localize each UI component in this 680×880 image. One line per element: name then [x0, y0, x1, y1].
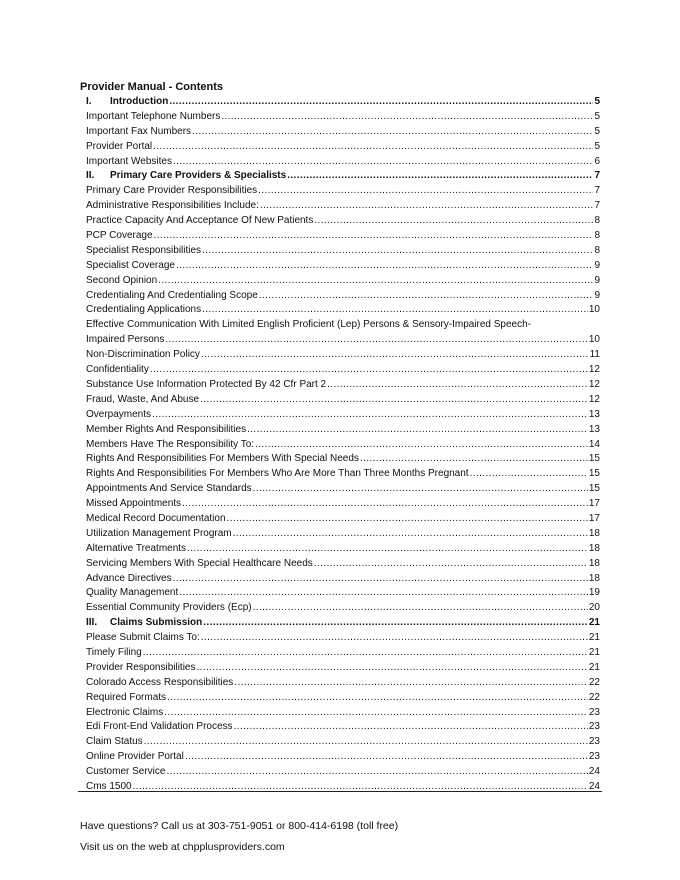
toc-entry[interactable]: [86, 378, 600, 393]
toc-entry[interactable]: [86, 750, 600, 765]
dot-leader: [133, 780, 588, 795]
toc-entry-title: [86, 125, 191, 140]
toc-entry-text: Online Provider Portal: [86, 751, 184, 763]
dot-leader: [314, 557, 588, 572]
toc-page-number: 24: [588, 766, 600, 778]
toc-entry-title: [86, 274, 157, 289]
toc-page-number: 22: [588, 676, 600, 688]
toc-entry[interactable]: [86, 423, 600, 438]
dot-leader: [327, 378, 588, 393]
toc-entry[interactable]: [86, 125, 600, 140]
toc-page-number: 22: [588, 691, 600, 703]
toc-entry-text: Fraud, Waste, And Abuse: [86, 393, 200, 405]
toc-entry-text: Substance Use Information Protected By 42 Cfr Part 2: [86, 378, 327, 390]
toc-entry-title: [86, 363, 149, 378]
toc-entry[interactable]: [86, 706, 600, 721]
toc-entry[interactable]: [86, 274, 600, 289]
toc-page-number: 14: [588, 438, 600, 450]
toc-entry-text: Rights And Responsibilities For Members Who Are More Than Three Months Pregnant: [86, 468, 469, 480]
dot-leader: [287, 169, 593, 184]
toc-entry-text: Important Websites: [86, 155, 172, 167]
toc-entry[interactable]: [86, 735, 600, 750]
toc-entry-text: Claim Status: [86, 736, 143, 748]
toc-page-number: 5: [594, 125, 600, 137]
dot-leader: [234, 676, 588, 691]
toc-entry[interactable]: [86, 720, 600, 735]
toc-entry-text: Credentialing And Credentialing Scope: [86, 289, 258, 301]
toc-entry-title: [86, 229, 153, 244]
toc-entry-title: [86, 735, 143, 750]
toc-page-number: 5: [594, 110, 600, 122]
toc-page-number: 13: [588, 423, 600, 435]
toc-entry-text: Appointments And Service Standards: [86, 483, 252, 495]
dot-leader: [154, 229, 594, 244]
toc-page-number: 18: [588, 572, 600, 584]
toc-page-number: 11: [589, 349, 600, 361]
toc-entry-title: [86, 378, 326, 393]
toc-entry-text: Medical Record Documentation: [86, 512, 226, 524]
toc-entry[interactable]: [86, 482, 600, 497]
footer-website: Visit us on the web at chpplusproviders.com: [80, 841, 285, 853]
toc-entry-title: [86, 438, 254, 453]
toc-entry[interactable]: [86, 393, 600, 408]
toc-page-number: 8: [594, 230, 600, 242]
dot-leader: [192, 125, 593, 140]
toc-page-number: 9: [594, 289, 600, 301]
toc-entry-title: [86, 601, 252, 616]
toc-entry-title: [86, 512, 226, 527]
toc-page-number: 18: [588, 557, 600, 569]
dot-leader: [150, 363, 588, 378]
toc-entry-title: [86, 348, 200, 363]
dot-leader: [247, 423, 588, 438]
toc-entry[interactable]: [86, 512, 600, 527]
toc-page-number: 21: [588, 661, 600, 673]
dot-leader: [227, 512, 588, 527]
toc-entry-text: Second Opinion: [86, 274, 158, 286]
toc-entry[interactable]: [86, 452, 600, 467]
toc-entry-title: Effective Communication With Limited English Proficient (Lep) Persons & Sensory-Impaired Speech-: [86, 319, 532, 331]
toc-entry[interactable]: [86, 601, 600, 616]
dot-leader: [260, 199, 594, 214]
footer-questions: Have questions? Call us at 303-751-9051 or 800-414-6198 (toll free): [80, 820, 399, 832]
toc-entry-title: [86, 572, 172, 587]
toc-entry[interactable]: [86, 184, 600, 199]
dot-leader: [167, 691, 588, 706]
dot-leader: [203, 616, 588, 631]
toc-entry-title: [86, 467, 469, 482]
page-title: Provider Manual - Contents: [80, 81, 224, 93]
toc-entry-text: Introduction: [110, 96, 169, 107]
toc-entry[interactable]: [86, 661, 600, 676]
toc-page-number: 8: [594, 244, 600, 256]
toc-entry-text: Confidentiality: [86, 364, 149, 376]
dot-leader: [258, 184, 593, 199]
toc-entry-title: [86, 661, 196, 676]
dot-leader: [201, 348, 589, 363]
toc-entry-title: [86, 95, 168, 110]
toc-entry-text: Primary Care Providers & Specialists: [110, 170, 287, 182]
toc-entry-text: PCP Coverage: [86, 230, 153, 242]
toc-page-number: 24: [588, 781, 600, 792]
dot-leader: [233, 527, 588, 542]
toc-page-number: 17: [588, 512, 600, 524]
toc-entry-title: [86, 482, 252, 497]
toc-entry-text: Edi Front-End Validation Process: [86, 721, 233, 733]
toc-entry-text: Servicing Members With Special Healthcare Needs: [86, 557, 313, 569]
dot-leader: [255, 438, 588, 453]
toc-entry[interactable]: [86, 259, 600, 274]
toc-entry-text: Rights And Responsibilities For Members With Special Needs: [86, 453, 359, 465]
toc-entry[interactable]: [86, 467, 600, 482]
toc-entry-text: Members Have The Responsibility To:: [86, 438, 255, 450]
dot-leader: [201, 631, 588, 646]
toc-entry-title: [86, 155, 172, 170]
toc-page-number: 5: [594, 140, 600, 152]
dot-leader: [259, 289, 594, 304]
toc-entry-title: [86, 497, 181, 512]
toc-entry-title: [86, 452, 359, 467]
toc-page-number: 18: [588, 542, 600, 554]
toc-entry-text: Advance Directives: [86, 572, 172, 584]
dot-leader: [314, 214, 593, 229]
toc-entry-text: Overpayments: [86, 408, 152, 420]
dot-leader: [253, 482, 588, 497]
dot-leader: [158, 274, 593, 289]
toc-entry-text: Administrative Responsibilities Include:: [86, 200, 259, 212]
toc-entry[interactable]: [86, 542, 600, 557]
toc-entry[interactable]: [86, 214, 600, 229]
toc-page-number: 23: [588, 721, 600, 733]
dot-leader: [234, 720, 588, 735]
toc-entry-text: Non-Discrimination Policy: [86, 349, 200, 361]
toc-entry[interactable]: [86, 199, 600, 214]
toc-entry[interactable]: [86, 348, 600, 363]
toc-entry-title: [86, 259, 175, 274]
dot-leader: [202, 303, 588, 318]
dot-leader: [165, 333, 588, 348]
toc-entry-text: Important Fax Numbers: [86, 125, 192, 137]
dot-leader: [176, 259, 594, 274]
toc-entry-text: Colorado Access Responsibilities: [86, 676, 234, 688]
dot-leader: [173, 155, 593, 170]
dot-leader: [197, 661, 588, 676]
toc-entry-title: [86, 408, 151, 423]
toc-section-entry[interactable]: [86, 616, 600, 631]
toc-page-number: 8: [594, 215, 600, 227]
toc-entry[interactable]: [86, 646, 600, 661]
toc-entry-text: Timely Filing: [86, 646, 142, 658]
toc-entry-title: [86, 557, 313, 572]
toc-page-number: 5: [594, 96, 600, 107]
toc-entry-title: [86, 720, 233, 735]
dot-leader: [169, 95, 593, 110]
toc-entry[interactable]: [86, 408, 600, 423]
toc-entry-title-cont: Impaired Persons: [86, 334, 165, 346]
toc-entry-text: Primary Care Provider Responsibilities: [86, 185, 258, 197]
toc-entry-title: [86, 616, 202, 631]
toc-entry-title: [86, 303, 201, 318]
toc-entry-title: [86, 586, 178, 601]
dot-leader: [173, 572, 588, 587]
toc-entry-text: Provider Responsibilities: [86, 661, 196, 673]
dot-leader: [470, 467, 588, 482]
toc-entry-title: [86, 169, 286, 184]
toc-page-number: 12: [588, 393, 600, 405]
toc-entry[interactable]: [86, 110, 600, 125]
toc-entry-title: [86, 110, 220, 125]
toc-entry-text: Electronic Claims: [86, 706, 164, 718]
toc-entry[interactable]: [86, 557, 600, 572]
toc-section-number: III.: [86, 617, 98, 629]
toc-entry[interactable]: [86, 631, 600, 646]
toc-page-number: 12: [588, 378, 600, 390]
toc-entry[interactable]: [86, 691, 600, 706]
dot-leader: [182, 497, 588, 512]
toc-page-number: 18: [588, 527, 600, 539]
toc-entry-title: [86, 393, 199, 408]
dot-leader: [143, 646, 588, 661]
toc-entry-title: [86, 646, 142, 661]
divider: [78, 791, 602, 792]
dot-leader: [200, 393, 588, 408]
toc-page-number: 21: [588, 617, 600, 629]
toc-page-number: 21: [588, 632, 600, 644]
dot-leader: [221, 110, 593, 125]
toc-section-entry[interactable]: [86, 95, 600, 110]
toc-page-number: 21: [588, 646, 600, 658]
toc-entry[interactable]: [86, 586, 600, 601]
toc-entry-text: Member Rights And Responsibilities: [86, 423, 247, 435]
toc-page-number: 7: [594, 185, 600, 197]
toc-entry-title: [86, 542, 186, 557]
toc-entry-title: [86, 423, 246, 438]
toc-entry-text: Quality Management: [86, 587, 179, 599]
toc-page-number: 10: [588, 304, 600, 316]
toc-entry-title: [86, 780, 132, 795]
toc-page-number: 6: [594, 155, 600, 167]
toc-entry[interactable]: [86, 318, 600, 348]
dot-leader: [144, 735, 588, 750]
toc-page-number: 15: [588, 468, 600, 480]
toc-entry-text: Important Telephone Numbers: [86, 110, 221, 122]
toc-entry-text: Specialist Responsibilities: [86, 244, 202, 256]
toc-entry-text: Practice Capacity And Acceptance Of New Patients: [86, 215, 314, 227]
toc-page-number: 23: [588, 706, 600, 718]
toc-section-number: I.: [86, 96, 92, 107]
toc-entry-title: [86, 765, 165, 780]
toc-entry-text: Essential Community Providers (Ecp): [86, 602, 252, 614]
toc-entry-title: [86, 750, 184, 765]
toc-entry[interactable]: [86, 780, 600, 795]
toc-entry[interactable]: [86, 140, 600, 155]
toc-entry[interactable]: [86, 438, 600, 453]
toc-page-number: 12: [588, 364, 600, 376]
toc-entry[interactable]: [86, 155, 600, 170]
toc-entry-text: Please Submit Claims To:: [86, 632, 200, 644]
toc-page-number: 17: [588, 498, 600, 510]
dot-leader: [360, 452, 588, 467]
toc-entry-title: [86, 631, 200, 646]
toc-entry-title: [86, 691, 166, 706]
toc-entry[interactable]: [86, 289, 600, 304]
toc-entry-title: [86, 289, 258, 304]
toc-page-number: 15: [588, 483, 600, 495]
toc-entry[interactable]: [86, 572, 600, 587]
dot-leader: [152, 408, 588, 423]
dot-leader: [185, 750, 588, 765]
toc-entry-text: Utilization Management Program: [86, 527, 232, 539]
toc-entry-text: Provider Portal: [86, 140, 153, 152]
toc-entry-title: [86, 706, 163, 721]
toc-page-number: 7: [594, 200, 600, 212]
toc-section-number: II.: [86, 170, 95, 182]
toc-page-number: 13: [588, 408, 600, 420]
toc-entry-title: [86, 184, 257, 199]
toc-entry-text: Alternative Treatments: [86, 542, 187, 554]
toc-entry[interactable]: [86, 676, 600, 691]
toc-section-entry[interactable]: [86, 169, 600, 184]
table-of-contents: [86, 95, 600, 795]
toc-page-number: 20: [588, 602, 600, 614]
toc-entry-text: Credentialing Applications: [86, 304, 202, 316]
toc-entry-text: Missed Appointments: [86, 498, 182, 510]
toc-page-number: 23: [588, 736, 600, 748]
toc-entry-title: [86, 244, 201, 259]
toc-entry-text: Claims Submission: [110, 617, 203, 629]
toc-entry[interactable]: [86, 765, 600, 780]
dot-leader: [187, 542, 588, 557]
toc-entry[interactable]: [86, 497, 600, 512]
toc-entry-title: [86, 199, 259, 214]
toc-entry-title: [86, 527, 232, 542]
toc-entry-title: [86, 676, 233, 691]
toc-page-number: 10: [588, 334, 600, 346]
dot-leader: [202, 244, 593, 259]
toc-entry[interactable]: [86, 527, 600, 542]
toc-entry[interactable]: [86, 229, 600, 244]
dot-leader: [166, 765, 587, 780]
toc-entry-title: [86, 214, 313, 229]
toc-page-number: 9: [594, 274, 600, 286]
toc-entry-text: Required Formats: [86, 691, 167, 703]
dot-leader: [153, 140, 593, 155]
toc-entry-text: Customer Service: [86, 766, 166, 778]
toc-page-number: 15: [588, 453, 600, 465]
toc-entry[interactable]: [86, 363, 600, 378]
toc-page-number: 19: [588, 587, 600, 599]
dot-leader: [179, 586, 588, 601]
toc-entry[interactable]: [86, 244, 600, 259]
dot-leader: [164, 706, 588, 721]
toc-page-number: 23: [588, 751, 600, 763]
toc-page-number: 7: [594, 170, 600, 182]
toc-entry[interactable]: [86, 303, 600, 318]
toc-entry-title: [86, 140, 152, 155]
toc-page-number: 9: [594, 259, 600, 271]
dot-leader: [253, 601, 588, 616]
toc-entry-text: Specialist Coverage: [86, 259, 175, 271]
toc-entry-text: Cms 1500: [86, 781, 132, 792]
